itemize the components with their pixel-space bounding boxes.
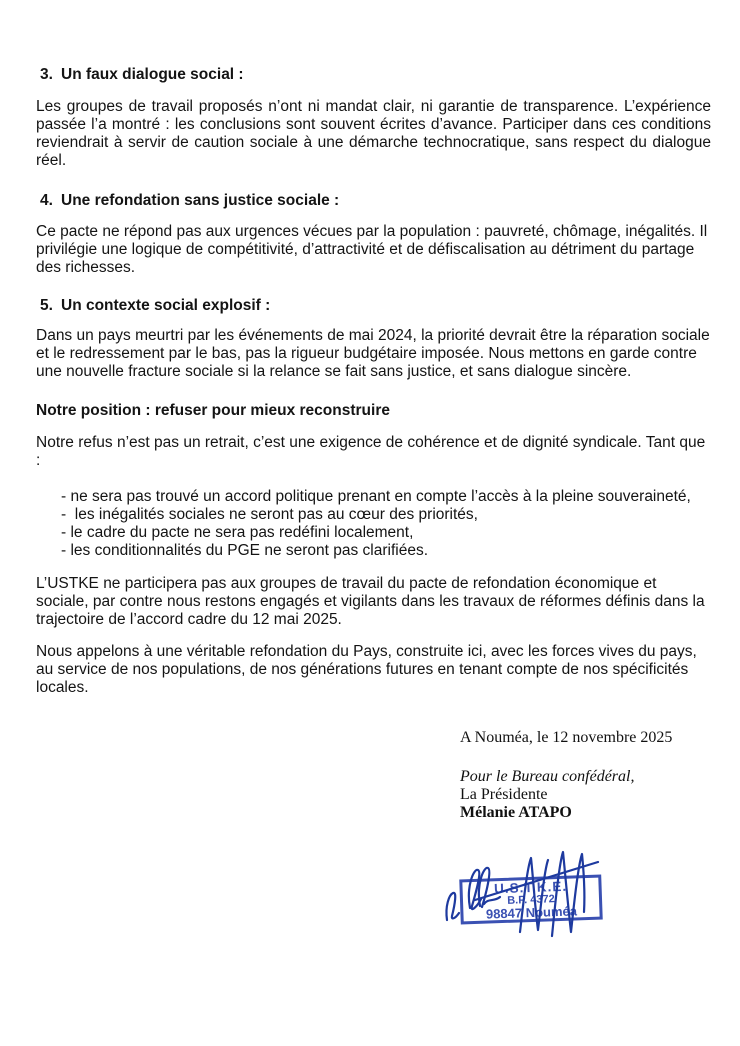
section-5-number: 5. <box>40 297 53 314</box>
list-item: - les inégalités sociales ne seront pas au cœur des priorités, <box>61 506 478 523</box>
on-behalf-line: Pour le Bureau confédéral, <box>460 768 635 785</box>
section-3-number: 3. <box>40 66 53 83</box>
section-5-paragraph: Dans un pays meurtri par les événements de mai 2024, la priorité devrait être la réparation sociale et le redressement par le bas, pas la rigueur budgétaire imposée. Nous mettons en garde contre une nouvelle fracture sociale si la relance se fait sans justice, et sans dialogue sincère. <box>36 327 710 380</box>
position-heading: Notre position : refuser pour mieux reconstruire <box>36 402 390 419</box>
section-3-paragraph: Les groupes de travail proposés n’ont ni mandat clair, ni garantie de transparence. L’expérience passée l’a montré : les conclusions sont souvent écrites d’avance. Participer dans ces conditions reviendrait à servir de caution sociale à une démarche technocratique, sans respect du dialogue réel. <box>36 98 711 169</box>
section-5-title: Un contexte social explosif : <box>61 297 271 314</box>
conditions-list <box>36 488 711 560</box>
stamp-org-name: U.S.T.K.E. <box>493 878 568 897</box>
section-4-title: Une refondation sans justice sociale : <box>61 192 340 209</box>
position-intro-paragraph: Notre refus n’est pas un retrait, c’est une exigence de cohérence et de dignité syndicale. Tant que : <box>36 434 706 469</box>
section-4-number: 4. <box>40 192 53 209</box>
signer-name: Mélanie ATAPO <box>460 804 572 821</box>
list-item: - les conditionnalités du PGE ne seront pas clarifiées. <box>61 542 429 559</box>
handwritten-signature-icon <box>414 846 634 956</box>
list-item: - le cadre du pacte ne sera pas redéfini localement, <box>61 524 414 541</box>
appeal-paragraph: Nous appelons à une véritable refondation du Pays, construite ici, avec les forces vives du pays, au service de nos populations, de nos générations futures en tenant compte de nos spécificités locales. <box>36 643 697 696</box>
stamp-city: 98847 Nouméa <box>485 903 578 922</box>
signature-area <box>414 846 634 956</box>
ustke-refusal-paragraph: L’USTKE ne participera pas aux groupes de travail du pacte de refondation économique et sociale, par contre nous restons engagés et vigilants dans les travaux de réformes définis dans la trajectoire de l’accord cadre du 12 mai 2025. <box>36 575 705 628</box>
section-5-heading <box>40 297 711 315</box>
section-4-paragraph: Ce pacte ne répond pas aux urgences vécues par la population : pauvreté, chômage, inégalités. Il privilégie une logique de compétitivité, d’attractivité et de défiscalisation au détriment du partage des richesses. <box>36 223 708 276</box>
list-item: - ne sera pas trouvé un accord politique prenant en compte l’accès à la pleine souveraineté, <box>61 488 691 505</box>
closing-block <box>460 729 711 822</box>
section-4-heading <box>40 192 711 210</box>
section-3-heading <box>40 66 711 84</box>
date-line: A Nouméa, le 12 novembre 2025 <box>460 729 673 746</box>
stamp-po-box: B.P. 4372 <box>507 893 555 907</box>
signer-role: La Présidente <box>460 786 548 803</box>
section-3-title: Un faux dialogue social : <box>61 66 244 83</box>
